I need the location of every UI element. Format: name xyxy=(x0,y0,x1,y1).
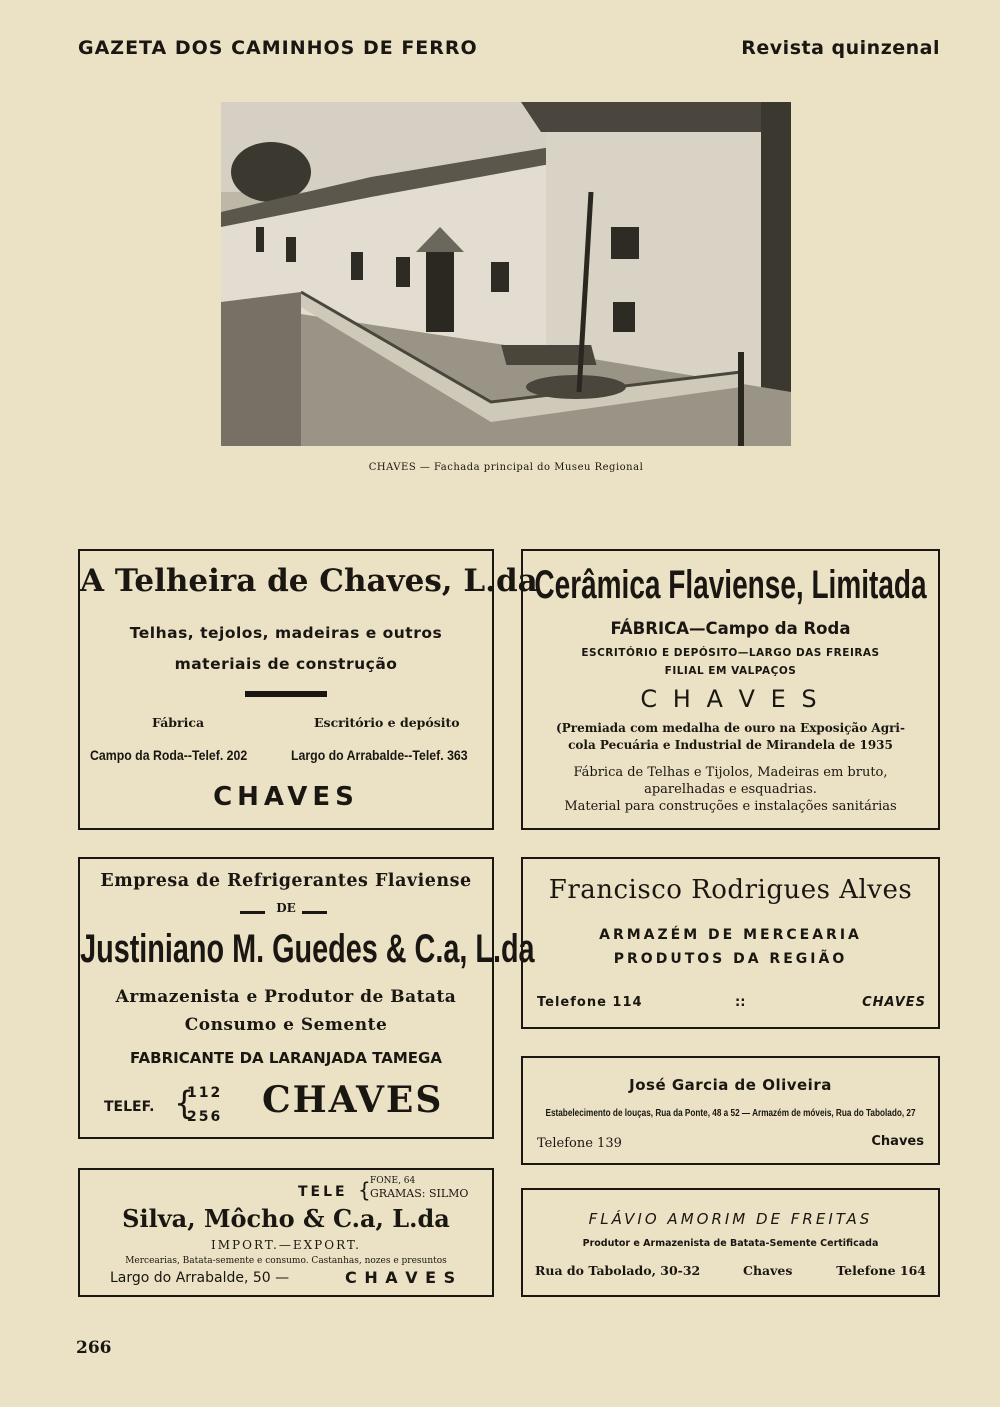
magazine-subtitle: Revista quinzenal xyxy=(741,37,940,59)
francisco-line1: ARMAZÉM DE MERCEARIA xyxy=(599,927,862,943)
refrigerantes-title: Empresa de Refrigerantes Flaviense xyxy=(100,871,472,891)
telheira-divider xyxy=(245,691,327,697)
ceramica-fabrica: FÁBRICA—Campo da Roda xyxy=(610,619,851,638)
francisco-phone: Telefone 114 xyxy=(537,995,643,1010)
refrigerantes-telef-label: TELEF. xyxy=(104,1099,155,1115)
refrigerantes-tel1: 112 xyxy=(187,1085,223,1101)
page-number: 266 xyxy=(76,1338,112,1358)
silva-tele: TELE xyxy=(298,1184,348,1200)
francisco-name: Francisco Rodrigues Alves xyxy=(548,875,913,905)
flavio-city: Chaves xyxy=(743,1263,793,1278)
ad-silva xyxy=(78,1168,494,1297)
ad-refrigerantes xyxy=(78,857,535,1139)
ceramica-premio1: (Premiada com medalha de ouro na Exposição Agri- xyxy=(556,721,905,735)
ceramica-desc2: aparelhadas e esquadrias. xyxy=(644,782,817,797)
ceramica-escritorio: ESCRITÓRIO E DEPÓSITO—LARGO DAS FREIRAS xyxy=(581,647,880,659)
ad-ceramica xyxy=(521,549,940,830)
jose-name: José Garcia de Oliveira xyxy=(629,1076,832,1094)
ceramica-filial: FILIAL EM VALPAÇOS xyxy=(664,665,797,677)
silva-addr: Largo do Arrabalde, 50 — xyxy=(110,1270,290,1286)
refrigerantes-tel2: 256 xyxy=(187,1109,223,1125)
ceramica-city: C H A V E S xyxy=(640,685,821,713)
francisco-sep: :: xyxy=(735,995,746,1010)
ad-francisco xyxy=(521,857,940,1029)
telheira-line1: Telhas, tejolos, madeiras e outros xyxy=(129,624,443,642)
silva-gramas: GRAMAS: SILMO xyxy=(370,1187,469,1200)
refrigerantes-line1: Armazenista e Produtor de Batata xyxy=(115,987,457,1007)
refrigerantes-city: CHAVES xyxy=(262,1079,444,1121)
refrigerantes-de: DE xyxy=(276,901,296,915)
refrigerantes-brace: { xyxy=(174,1084,195,1122)
telheira-esc-addr: Largo do Arrabalde--Telef. 363 xyxy=(291,747,468,763)
telheira-fab-addr: Campo da Roda--Telef. 202 xyxy=(90,747,248,763)
ceramica-desc1: Fábrica de Telhas e Tijolos, Madeiras em bruto, xyxy=(573,765,888,780)
flavio-phone: Telefone 164 xyxy=(836,1263,926,1278)
magazine-title: GAZETA DOS CAMINHOS DE FERRO xyxy=(78,37,478,59)
silva-brace: { xyxy=(358,1178,371,1202)
silva-city: C H A V E S xyxy=(345,1268,457,1287)
ad-jose xyxy=(521,1056,940,1165)
silva-fone: FONE, 64 xyxy=(370,1176,416,1186)
francisco-line2: PRODUTOS DA REGIÃO xyxy=(613,951,848,967)
flavio-name: FLÁVIO AMORIM DE FREITAS xyxy=(588,1210,873,1228)
ceramica-name: Cerâmica Flaviense, Limitada xyxy=(534,563,927,607)
jose-addr: Estabelecimento de louças, Rua da Ponte, 48 a 52 — Armazém de móveis, Rua do Tabolado, 27 xyxy=(545,1108,916,1119)
photo-caption: CHAVES — Fachada principal do Museu Regional xyxy=(368,462,644,473)
refrigerantes-de-rule-right xyxy=(302,911,327,914)
jose-phone: Telefone 139 xyxy=(537,1136,622,1151)
jose-city: Chaves xyxy=(871,1134,924,1149)
ceramica-desc3: Material para construções e instalações sanitárias xyxy=(564,799,897,814)
telheira-name: A Telheira de Chaves, L.da xyxy=(80,563,538,599)
francisco-city: CHAVES xyxy=(862,995,926,1010)
telheira-esc-label: Escritório e depósito xyxy=(314,715,460,730)
refrigerantes-name: Justiniano M. Guedes & C.a, L.da xyxy=(80,927,535,971)
ad-flavio xyxy=(521,1188,940,1297)
telheira-fab-label: Fábrica xyxy=(152,715,205,730)
ceramica-premio2: cola Pecuária e Industrial de Mirandela de 1935 xyxy=(568,738,893,752)
museum-photo xyxy=(221,102,791,446)
ad-telheira xyxy=(78,549,538,830)
refrigerantes-line3: FABRICANTE DA LARANJADA TAMEGA xyxy=(130,1049,442,1067)
museum-photo-illustration xyxy=(221,102,791,446)
telheira-city: CHAVES xyxy=(213,782,359,812)
telheira-line2: materiais de construção xyxy=(174,655,398,673)
silva-desc: Mercearias, Batata-semente e consumo. Castanhas, nozes e presuntos xyxy=(125,1256,447,1266)
silva-import: IMPORT.—EXPORT. xyxy=(211,1238,361,1252)
silva-name: Silva, Môcho & C.a, L.da xyxy=(122,1204,450,1233)
flavio-desc: Produtor e Armazenista de Batata-Semente Certificada xyxy=(582,1238,879,1249)
flavio-addr: Rua do Tabolado, 30-32 xyxy=(535,1263,701,1278)
refrigerantes-line2: Consumo e Semente xyxy=(184,1015,388,1035)
